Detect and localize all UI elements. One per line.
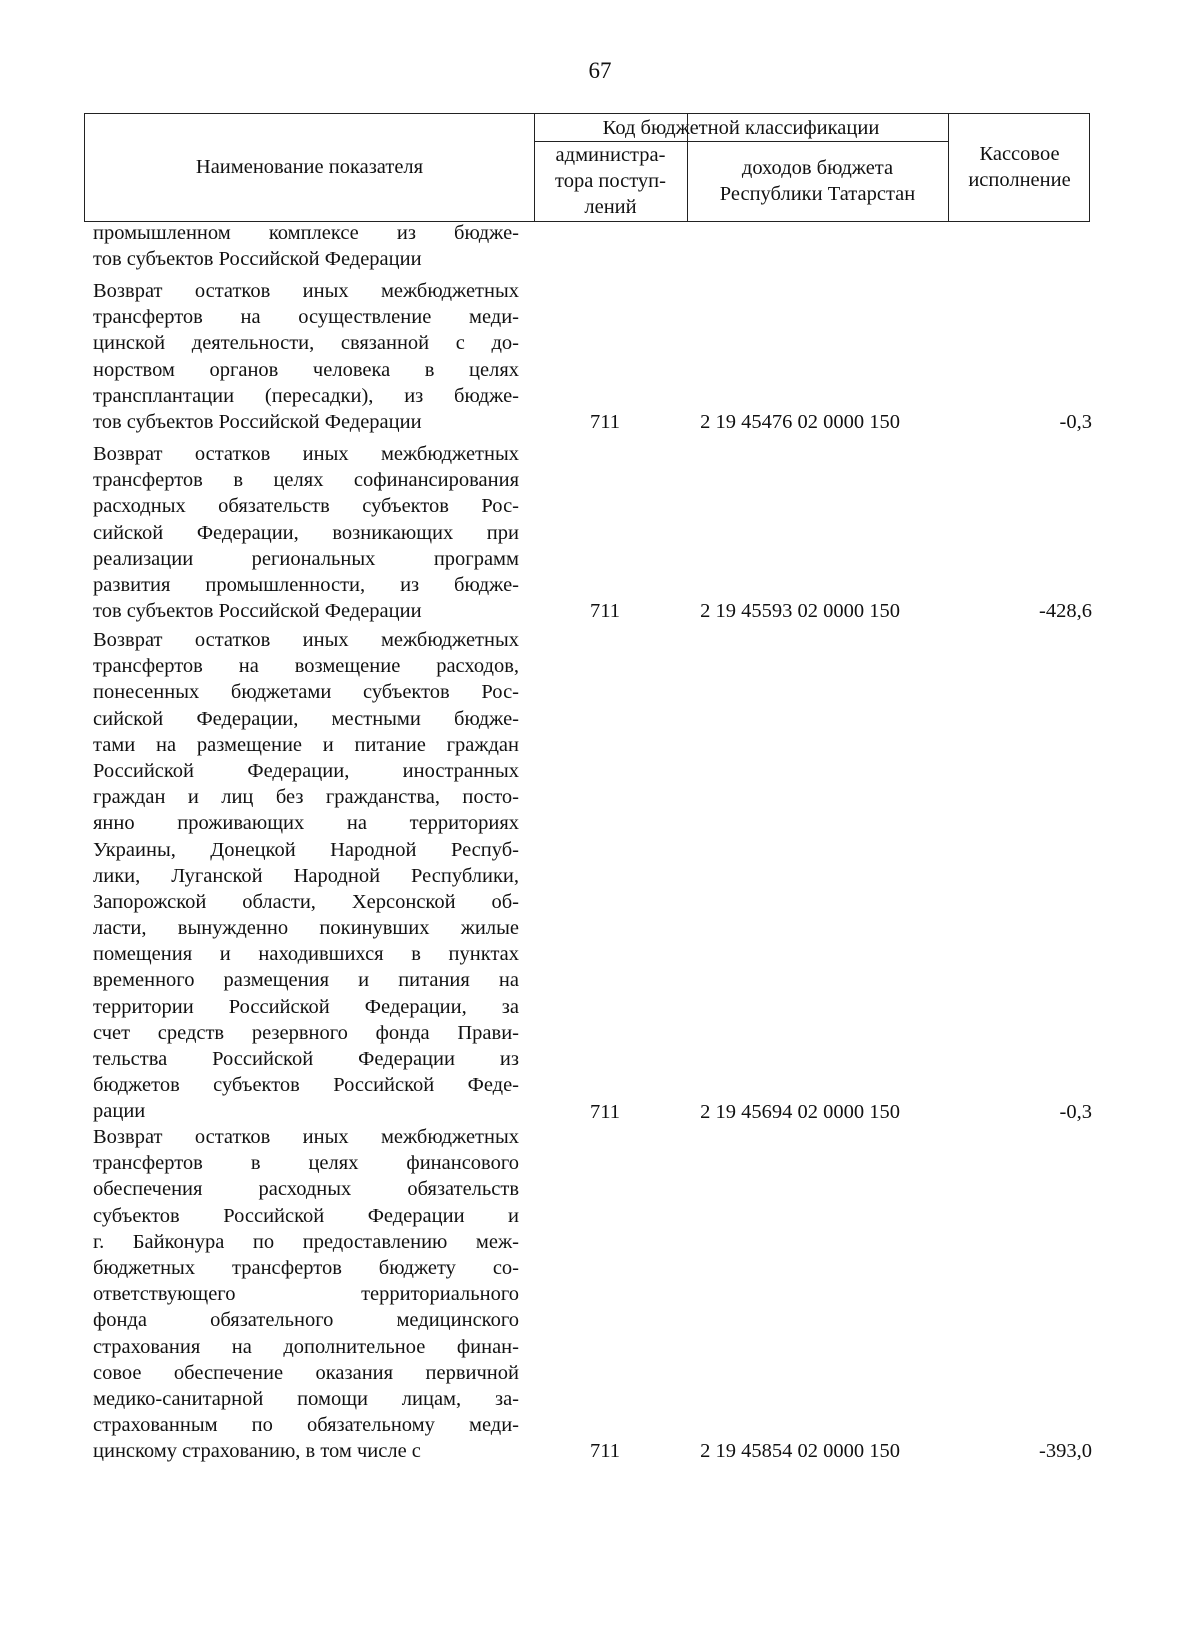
- header-admin-column: [534, 142, 687, 220]
- header-classification-group: [534, 114, 948, 141]
- description-line: янно проживающих на территориях: [93, 812, 519, 835]
- row-admin-code: 711: [590, 1440, 620, 1463]
- row-income-code: 2 19 45694 02 0000 150: [700, 1100, 900, 1123]
- description-line: страхованным по обязательному меди-: [93, 1414, 519, 1437]
- page-number: 67: [588, 58, 612, 83]
- row-admin-code: 711: [590, 411, 620, 433]
- header-group-label: Код бюджетной классификации: [602, 116, 880, 139]
- row-income-code: 2 19 45476 02 0000 150: [700, 411, 900, 433]
- description-line: тами на размещение и питание граждан: [93, 733, 519, 756]
- description-line: норством органов человека в целях: [93, 358, 519, 381]
- description-line: цинской деятельности, связанной с до-: [93, 332, 519, 355]
- table-header: [84, 113, 1090, 222]
- row-amount: -0,3: [1059, 411, 1092, 433]
- header-income-line: доходов бюджета: [741, 157, 894, 179]
- description-line: тов субъектов Российской Федерации: [93, 600, 422, 623]
- header-execution-line: исполнение: [968, 169, 1071, 191]
- description-line: обеспечения расходных обязательств: [93, 1178, 519, 1201]
- description-line: рации: [93, 1100, 146, 1123]
- description-line: тельства Российской Федерации из: [93, 1048, 519, 1070]
- description-line: Российской Федерации, иностранных: [93, 759, 519, 782]
- description-line: трансфертов в целях финансового: [93, 1152, 519, 1175]
- description-line: сийской Федерации, местными бюдже-: [93, 707, 519, 730]
- row-income-code: 2 19 45593 02 0000 150: [700, 600, 900, 623]
- description-line: граждан и лиц без гражданства, посто-: [93, 786, 519, 809]
- description-line: Возврат остатков иных межбюджетных: [93, 1126, 519, 1148]
- description-line: бюджетов субъектов Российской Феде-: [93, 1074, 519, 1097]
- header-execution-line: Кассовое: [979, 143, 1060, 165]
- description-line: ответствующего территориального: [93, 1283, 519, 1306]
- header-income-column: [687, 142, 948, 220]
- description-line: бюджетных трансфертов бюджету со-: [93, 1256, 519, 1279]
- description-line: фонда обязательного медицинского: [93, 1309, 519, 1332]
- description-line: тов субъектов Российской Федерации: [93, 410, 422, 433]
- row-description: [93, 1124, 519, 1464]
- description-line: страхования на дополнительное финан-: [93, 1335, 519, 1358]
- description-line: лики, Луганской Народной Республики,: [93, 864, 519, 887]
- header-name-label: Наименование показателя: [195, 156, 424, 178]
- row-amount: -393,0: [1039, 1440, 1092, 1463]
- description-line: Возврат остатков иных межбюджетных: [93, 443, 519, 465]
- row-description: [93, 278, 519, 435]
- description-line: развития промышленности, из бюдже-: [93, 573, 519, 596]
- row-admin-code: 711: [590, 600, 620, 623]
- header-execution-column: [948, 114, 1091, 220]
- row-admin-code: 711: [590, 1100, 620, 1123]
- row-amount: -0,3: [1059, 1100, 1092, 1123]
- header-admin-line: лений: [584, 196, 637, 218]
- description-line: расходных обязательств субъектов Рос-: [93, 495, 519, 518]
- description-line: Возврат остатков иных межбюджетных: [93, 280, 519, 302]
- description-line: ласти, вынужденно покинувших жилые: [93, 917, 519, 940]
- description-line: реализации региональных программ: [93, 547, 519, 570]
- description-line: промышленном комплексе из бюдже-: [93, 222, 519, 244]
- description-line: цинскому страхованию, в том числе с: [93, 1440, 421, 1463]
- row-income-code: 2 19 45854 02 0000 150: [700, 1440, 900, 1463]
- description-line: трансфертов на возмещение расходов,: [93, 655, 519, 678]
- description-line: трансфертов на осуществление меди-: [93, 306, 519, 329]
- description-line: г. Байконура по предоставлению меж-: [93, 1230, 519, 1253]
- row-amount: -428,6: [1039, 600, 1092, 623]
- header-admin-line: тора поступ-: [555, 170, 666, 192]
- row-description: [93, 220, 519, 272]
- header-income-line: Республики Татарстан: [719, 183, 916, 205]
- description-line: счет средств резервного фонда Прави-: [93, 1021, 519, 1044]
- description-line: совое обеспечение оказания первичной: [93, 1361, 519, 1384]
- description-line: трансплантации (пересадки), из бюдже-: [93, 384, 519, 407]
- description-line: территории Российской Федерации, за: [93, 995, 519, 1018]
- description-line: Украины, Донецкой Народной Респуб-: [93, 838, 519, 861]
- description-line: Возврат остатков иных межбюджетных: [93, 629, 519, 651]
- description-line: сийской Федерации, возникающих при: [93, 521, 519, 544]
- description-line: Запорожской области, Херсонской об-: [93, 890, 519, 913]
- description-line: тов субъектов Российской Федерации: [93, 248, 422, 271]
- row-description: [93, 441, 519, 624]
- description-line: временного размещения и питания на: [93, 969, 519, 992]
- description-line: медико-санитарной помощи лицам, за-: [93, 1387, 519, 1410]
- header-name-column: [85, 114, 534, 220]
- description-line: субъектов Российской Федерации и: [93, 1204, 519, 1227]
- description-line: понесенных бюджетами субъектов Рос-: [93, 681, 519, 704]
- row-description: [93, 627, 519, 1125]
- description-line: трансфертов в целях софинансирования: [93, 469, 519, 492]
- description-line: помещения и находившихся в пунктах: [93, 943, 519, 966]
- header-admin-line: администра-: [555, 144, 666, 166]
